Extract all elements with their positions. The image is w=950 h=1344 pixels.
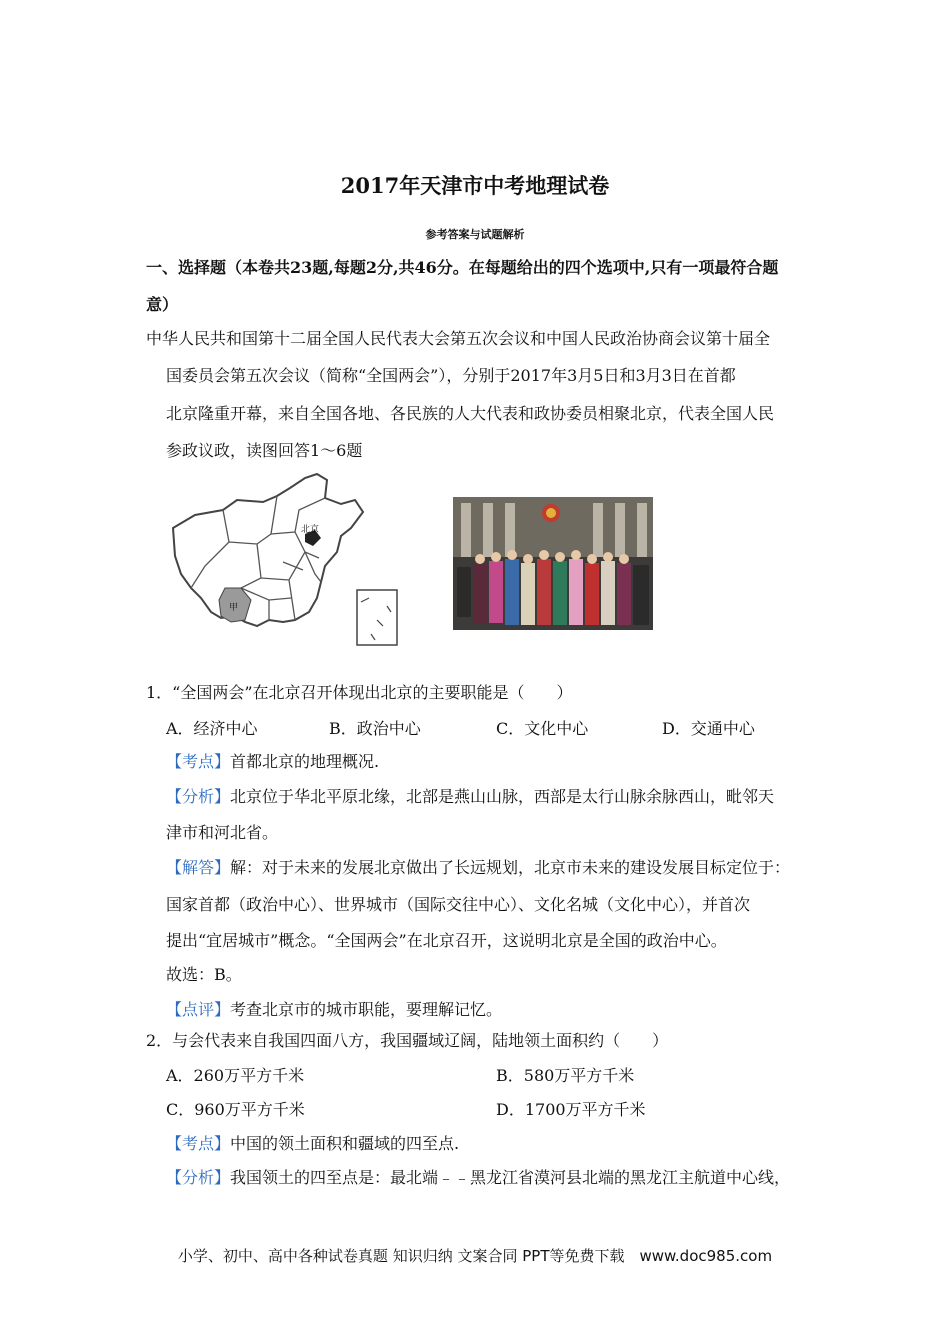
fenxi-tag: 【分析】 [166,787,231,806]
q2-stem: 2．与会代表来自我国四面八方，我国疆域辽阔，陆地领土面积约（ ） [146,1031,669,1050]
q1-kaodian [166,749,379,772]
south-china-sea-inset [357,590,397,645]
q2-fenxi-text: 我国领土的四至点是：最北端﹣﹣黑龙江省漠河县北端的黑龙江主航道中心线， [230,1168,791,1187]
q2-kaodian-text: 中国的领土面积和疆域的四至点. [230,1134,460,1153]
section-heading-line1: 一、选择题（本卷共23题,每题2分,共46分。在每题给出的四个选项中,只有一项最符合题 [146,258,779,277]
q2-option-b: B．580万平方千米 [496,1066,635,1085]
map-outline [173,474,363,626]
kaodian-tag: 【考点】 [166,1134,231,1153]
page-footer: 小学、初中、高中各种试卷真题 知识归纳 文案合同 PPT等免费下载 www.doc985.com [177,1247,773,1265]
q1-dianping [166,997,502,1020]
china-map-svg [165,470,410,655]
q1-fenxi-line2: 津市和河北省。 [166,823,279,842]
fenxi-tag: 【分析】 [166,1168,231,1187]
q1-stem: 1．“全国两会”在北京召开体现出北京的主要职能是（ ） [146,683,573,702]
q1-fenxi [166,784,774,807]
page-title: 2017年天津市中考地理试卷 [340,173,610,198]
map-label-jia: 甲 [229,603,239,613]
q1-jieda [166,855,790,878]
map-province-lines [191,496,325,620]
q1-answer: 故选：B。 [166,965,242,984]
q1-jieda-line2: 国家首都（政治中心）、世界城市（国际交往中心）、文化名城（文化中心），并首次 [166,895,751,914]
delegates-photo [453,497,653,630]
q2-option-d: D．1700万平方千米 [496,1100,646,1119]
q1-jieda-line3: 提出“宜居城市”概念。“全国两会”在北京召开，这说明北京是全国的政治中心。 [166,931,727,950]
q2-option-c: C．960万平方千米 [166,1100,305,1119]
intro-line-3: 北京隆重开幕，来自全国各地、各民族的人大代表和政协委员相聚北京，代表全国人民 [166,404,775,423]
q1-jieda-text: 解：对于未来的发展北京做出了长远规划，北京市未来的建设发展目标定位于： [230,858,791,877]
q2-option-a: A．260万平方千米 [166,1066,305,1085]
q1-option-a: A．经济中心 [166,719,258,738]
jieda-tag: 【解答】 [166,858,231,877]
q1-option-c: C．文化中心 [496,719,589,738]
delegates-photo-svg [453,497,653,630]
intro-line-2: 国委员会第五次会议（简称“全国两会”），分别于2017年3月5日和3月3日在首都 [166,366,736,385]
q2-fenxi [166,1165,790,1188]
china-map-figure [165,470,410,655]
page-subtitle: 参考答案与试题解析 [425,228,525,241]
q1-option-b: B．政治中心 [329,719,421,738]
intro-line-4: 参政议政，读图回答1～6题 [166,441,363,460]
section-heading-line2: 意） [146,295,179,314]
q1-kaodian-text: 首都北京的地理概况. [230,752,380,771]
q1-option-d: D．交通中心 [662,719,755,738]
q1-dianping-text: 考查北京市的城市职能，要理解记忆。 [230,1000,503,1019]
q1-fenxi-text: 北京位于华北平原北缘，北部是燕山山脉，西部是太行山脉余脉西山，毗邻天 [230,787,775,806]
q2-kaodian [166,1131,459,1154]
kaodian-tag: 【考点】 [166,752,231,771]
dianping-tag: 【点评】 [166,1000,231,1019]
map-label-beijing: 北京 [301,525,320,535]
intro-line-1: 中华人民共和国第十二届全国人民代表大会第五次会议和中国人民政治协商会议第十届全 [146,329,771,348]
